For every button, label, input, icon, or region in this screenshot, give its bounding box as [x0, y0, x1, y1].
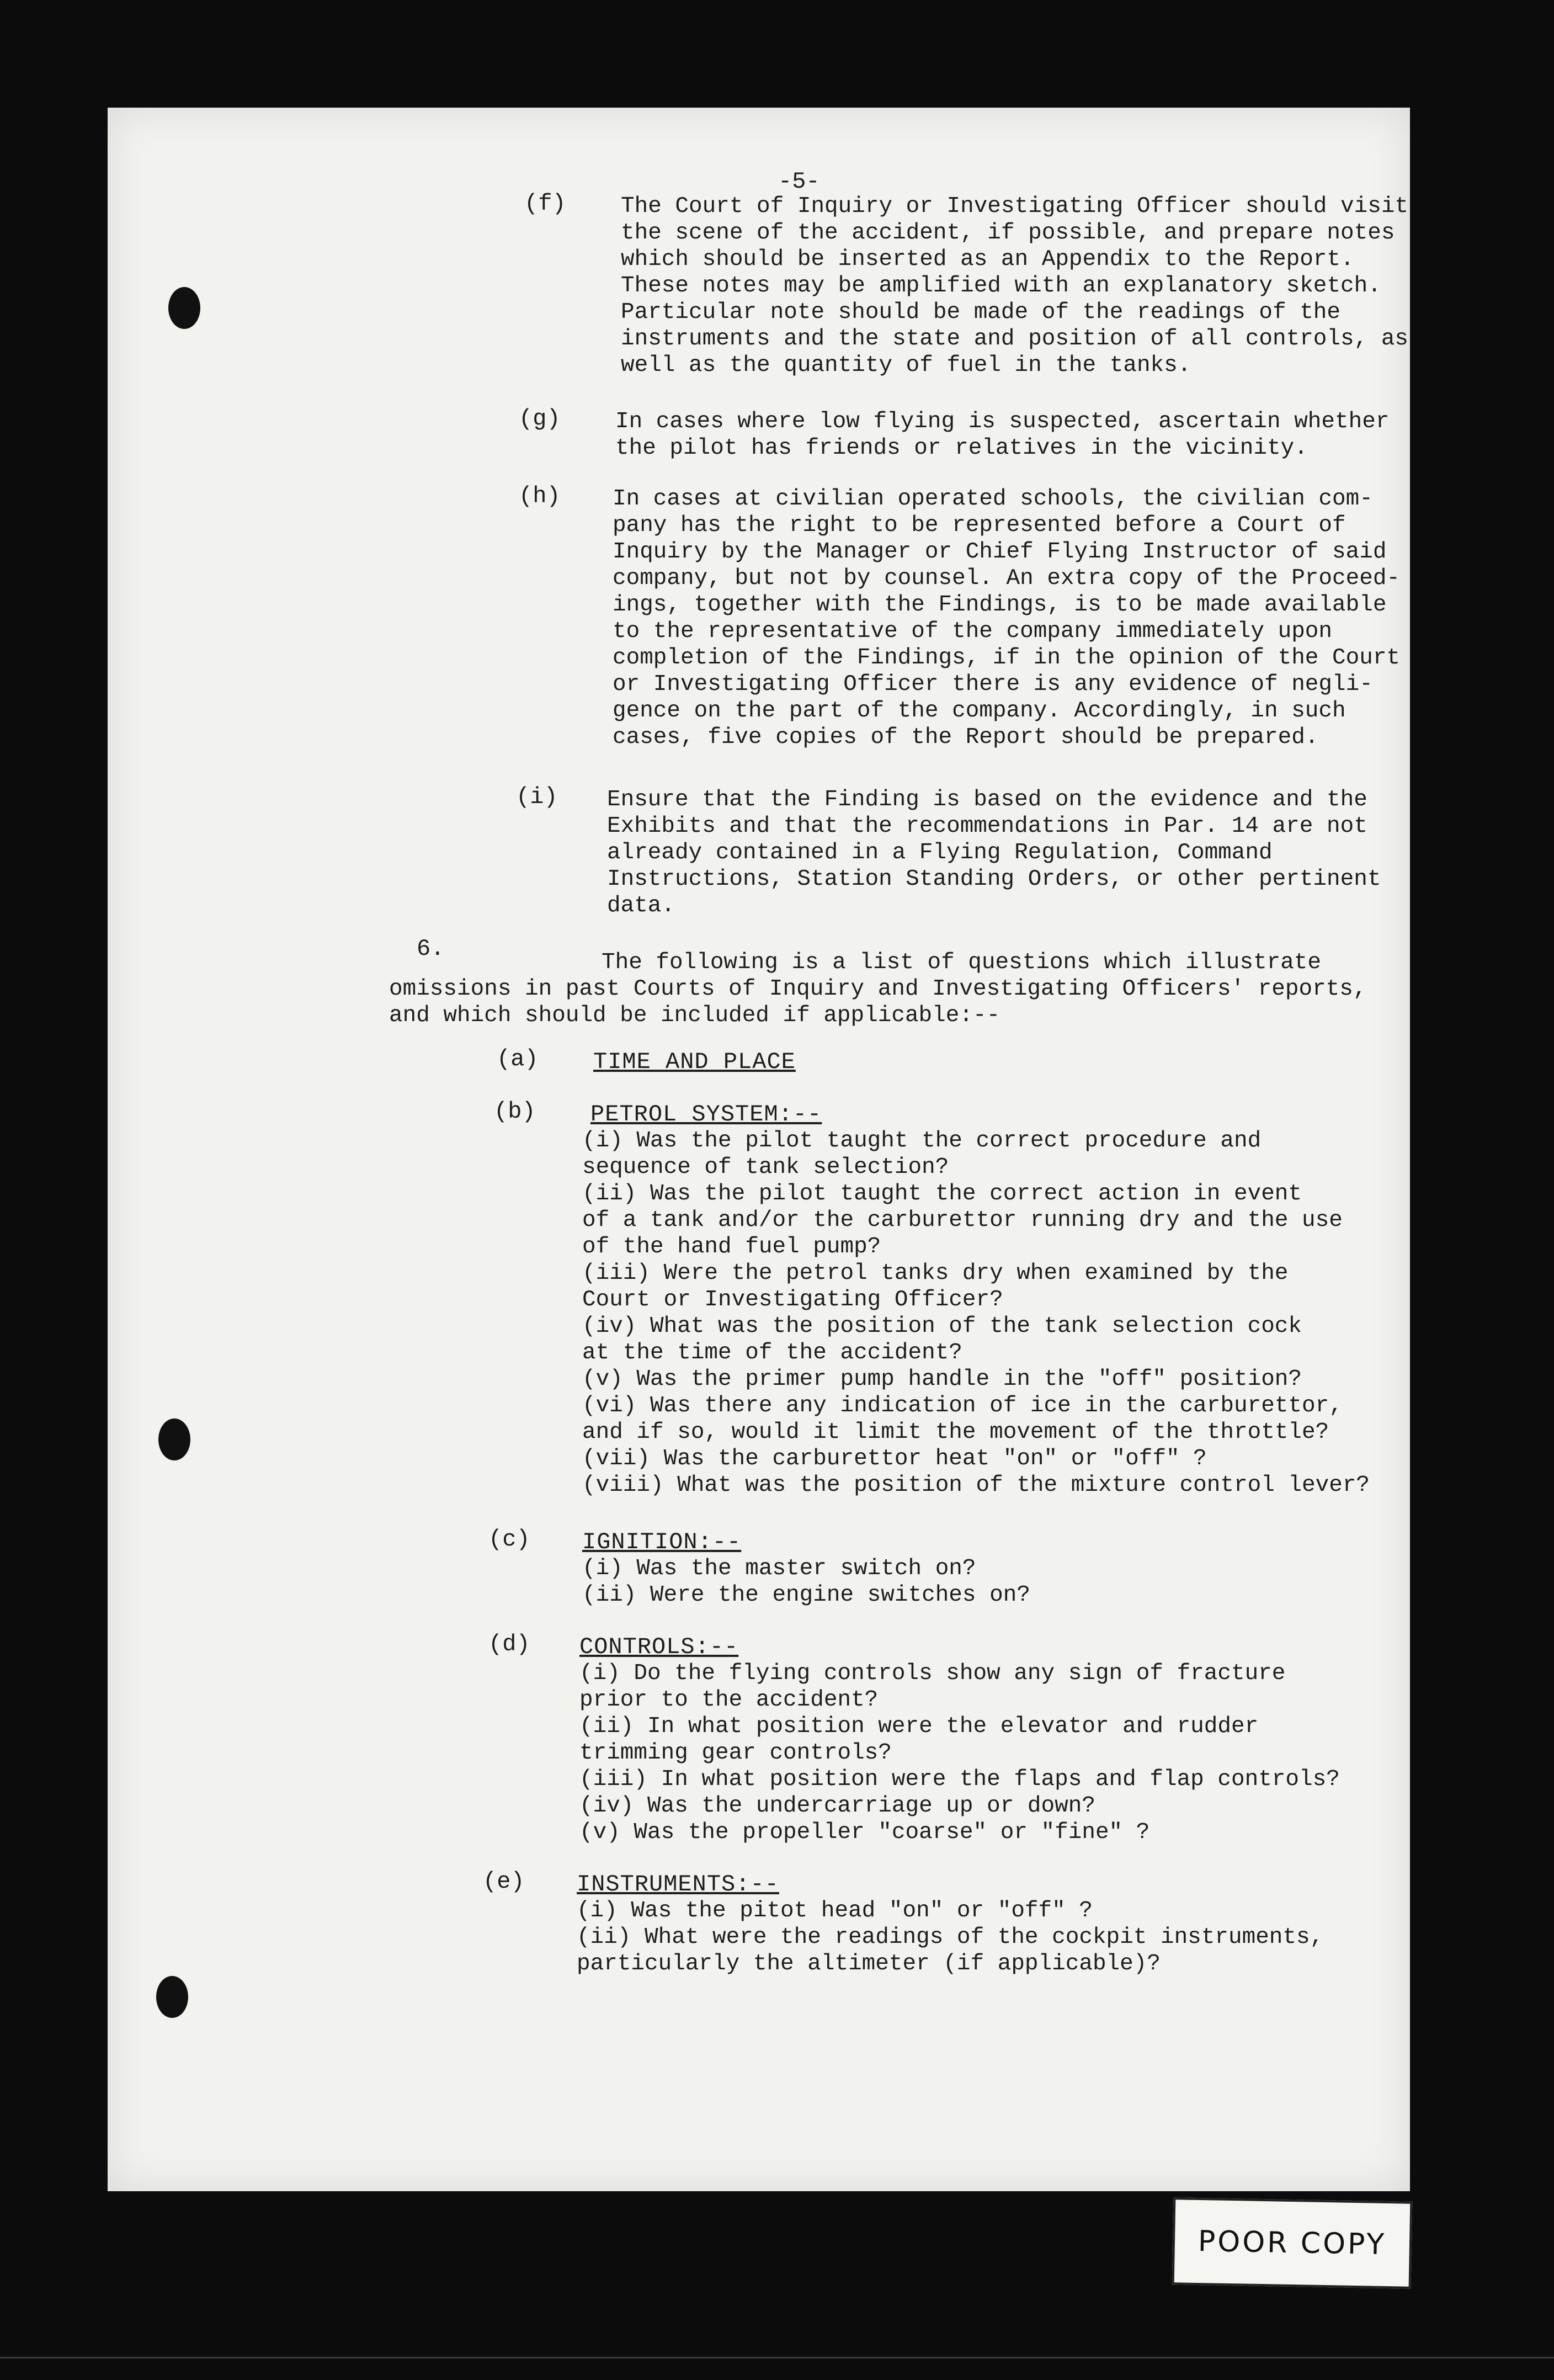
heading-label-a: (a) [497, 1046, 539, 1072]
page-number: -5- [778, 168, 820, 195]
text-line: Particular note should be made of the readings of the [621, 300, 1341, 325]
text-line: (v) Was the propeller "coarse" or "fine" ? [579, 1820, 1150, 1845]
heading-ignition: IGNITION:-- [582, 1529, 742, 1555]
text-line: prior to the accident? [579, 1687, 879, 1713]
item-label-h: (h) [519, 483, 561, 509]
text-line: (iv) Was the undercarriage up or down? [579, 1793, 1095, 1819]
text-line: (i) Was the pitot head "on" or "off" ? [577, 1898, 1093, 1924]
text-line: (ii) Was the pilot taught the correct action in event [582, 1181, 1302, 1207]
text-line: (iv) What was the position of the tank selection cock [582, 1314, 1302, 1339]
text-line: company, but not by counsel. An extra copy of the Proceed- [613, 566, 1401, 591]
text-line: completion of the Findings, if in the opinion of the Court [613, 645, 1401, 671]
text-line: (i) Was the pilot taught the correct procedure and [582, 1128, 1262, 1154]
text-line: In cases where low flying is suspected, ascertain whether [615, 409, 1390, 434]
text-line: well as the quantity of fuel in the tanks. [621, 353, 1191, 378]
text-line: instruments and the state and position of all controls, as [621, 326, 1409, 352]
text-line: trimming gear controls? [579, 1740, 892, 1766]
heading-time-and-place: TIME AND PLACE [593, 1049, 796, 1075]
heading-label-b: (b) [494, 1098, 536, 1125]
text-line: ings, together with the Findings, is to be made available [613, 592, 1387, 618]
text-line: Court or Investigating Officer? [582, 1287, 1003, 1313]
text-line: (vii) Was the carburettor heat "on" or "off" ? [582, 1446, 1207, 1471]
text-line: (viii) What was the position of the mixture control lever? [582, 1473, 1370, 1498]
item-label-i: (i) [516, 784, 558, 810]
text-line: of a tank and/or the carburettor running dry and the use [582, 1208, 1343, 1233]
heading-label-d: (d) [488, 1631, 530, 1658]
page-text [108, 108, 1410, 2191]
text-line: to the representative of the company immediately upon [613, 619, 1333, 644]
text-line: Exhibits and that the recommendations in Par. 14 are not [607, 814, 1367, 839]
item-label-g: (g) [519, 406, 561, 432]
item-label-f: (f) [524, 190, 566, 217]
text-line: particularly the altimeter (if applicable)? [577, 1951, 1161, 1977]
text-line: (ii) Were the engine switches on? [582, 1582, 1030, 1608]
text-line: already contained in a Flying Regulation, Command [607, 840, 1273, 865]
heading-instruments: INSTRUMENTS:-- [577, 1871, 779, 1898]
text-line: (ii) What were the readings of the cockpit instruments, [577, 1925, 1324, 1950]
text-line: (vi) Was there any indication of ice in the carburettor, [582, 1393, 1343, 1419]
heading-controls: CONTROLS:-- [579, 1634, 739, 1660]
text-line: data. [607, 893, 675, 918]
text-line: or Investigating Officer there is any evidence of negli- [613, 672, 1373, 697]
text-line: the scene of the accident, if possible, and prepare notes [621, 220, 1395, 246]
text-line: Instructions, Station Standing Orders, or other pertinent [607, 867, 1381, 892]
text-line: Ensure that the Finding is based on the evidence and the [607, 787, 1367, 812]
text-line: omissions in past Courts of Inquiry and Investigating Officers' reports, [389, 976, 1367, 1002]
text-line: cases, five copies of the Report should be prepared. [613, 725, 1319, 750]
text-line: and if so, would it limit the movement of the throttle? [582, 1420, 1329, 1445]
text-line: pany has the right to be represented before a Court of [613, 513, 1346, 538]
section-6-number: 6. [417, 936, 445, 962]
document-page [108, 108, 1410, 2191]
text-line: at the time of the accident? [582, 1340, 962, 1366]
text-line: sequence of tank selection? [582, 1155, 949, 1180]
text-line: Inquiry by the Manager or Chief Flying Instructor of said [613, 539, 1387, 565]
text-line: The Court of Inquiry or Investigating Officer should visit [621, 194, 1409, 219]
poor-copy-stamp: POOR COPY [1172, 2197, 1413, 2289]
text-line: The following is a list of questions which illustrate [602, 950, 1322, 975]
text-line: the pilot has friends or relatives in the vicinity. [615, 435, 1308, 461]
text-line: (i) Was the master switch on? [582, 1556, 976, 1581]
text-line: which should be inserted as an Appendix to the Report. [621, 247, 1354, 272]
heading-label-c: (c) [488, 1526, 530, 1553]
heading-petrol-system: PETROL SYSTEM:-- [590, 1101, 822, 1128]
text-line: (ii) In what position were the elevator and rudder [579, 1714, 1259, 1739]
scan-bottom-rule [0, 2357, 1554, 2358]
text-line: These notes may be amplified with an explanatory sketch. [621, 273, 1381, 299]
text-line: In cases at civilian operated schools, the civilian com- [613, 486, 1373, 512]
text-line: of the hand fuel pump? [582, 1234, 881, 1260]
text-line: (iii) In what position were the flaps and flap controls? [579, 1767, 1340, 1792]
text-line: (v) Was the primer pump handle in the "off" position? [582, 1367, 1302, 1392]
text-line: (i) Do the flying controls show any sign of fracture [579, 1661, 1286, 1686]
heading-label-e: (e) [483, 1868, 525, 1895]
text-line: and which should be included if applicable:-- [389, 1003, 1000, 1028]
text-line: gence on the part of the company. Accordingly, in such [613, 698, 1346, 724]
text-line: (iii) Were the petrol tanks dry when examined by the [582, 1261, 1289, 1286]
